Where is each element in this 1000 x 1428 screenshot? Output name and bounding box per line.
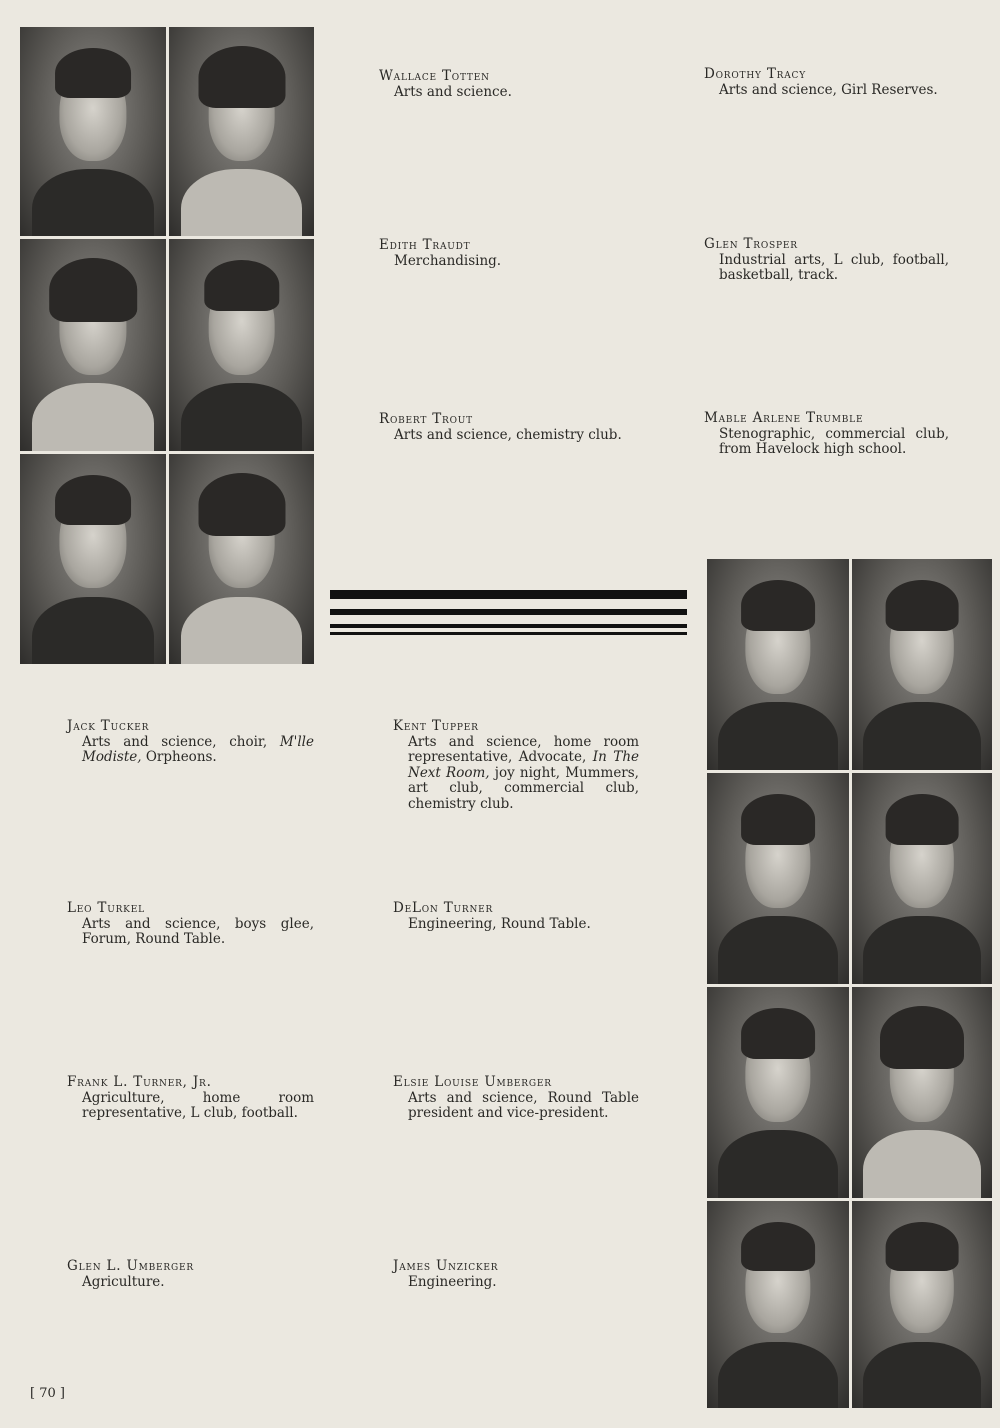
entry-traudt bbox=[379, 238, 669, 269]
portrait-fturner bbox=[707, 987, 849, 1198]
entry-dturner bbox=[393, 901, 639, 932]
entry-totten bbox=[379, 69, 669, 100]
student-name: Kent Tupper bbox=[393, 718, 479, 734]
student-activities: Stenographic, commercial club, from Havelock high school. bbox=[719, 425, 949, 457]
entry-fturner bbox=[67, 1075, 314, 1122]
student-name: Glen Trosper bbox=[704, 236, 798, 252]
divider-rule-hairline bbox=[330, 632, 687, 635]
portrait-trosper bbox=[169, 239, 314, 451]
entry-tucker bbox=[67, 719, 314, 766]
student-activities: Arts and science, chemistry club. bbox=[394, 426, 622, 443]
student-name: Jack Tucker bbox=[67, 718, 150, 734]
student-activities: Arts and science, Round Table president and vice-president. bbox=[408, 1089, 639, 1121]
portrait-turkel bbox=[707, 773, 849, 984]
portrait-gumberger bbox=[707, 1201, 849, 1408]
entry-trosper bbox=[704, 237, 949, 284]
portrait-tracy bbox=[169, 27, 314, 236]
entry-tupper bbox=[393, 719, 639, 812]
entry-trumble bbox=[704, 411, 949, 458]
student-activities: Industrial arts, L club, football, basketball, track. bbox=[719, 251, 949, 283]
student-name: Wallace Totten bbox=[379, 68, 490, 84]
portrait-dturner bbox=[852, 773, 992, 984]
student-name: Robert Trout bbox=[379, 411, 473, 427]
page-number: [ 70 ] bbox=[30, 1386, 65, 1401]
divider-rule-thin bbox=[330, 624, 687, 628]
student-activities: Agriculture, home room representative, L club, football. bbox=[82, 1089, 314, 1121]
entry-eumberger bbox=[393, 1075, 639, 1122]
entry-unzicker bbox=[393, 1259, 639, 1290]
divider-rule-medium bbox=[330, 609, 687, 615]
portrait-tucker bbox=[707, 559, 849, 770]
portrait-eumberger bbox=[852, 987, 992, 1198]
portrait-tupper bbox=[852, 559, 992, 770]
student-name: Mable Arlene Trumble bbox=[704, 410, 864, 426]
student-activities: Engineering. bbox=[408, 1273, 497, 1290]
divider-rule-thick bbox=[330, 590, 687, 599]
student-name: James Unzicker bbox=[393, 1258, 499, 1274]
portrait-traudt bbox=[20, 239, 166, 451]
student-activities: Merchandising. bbox=[394, 252, 502, 269]
student-activities: Arts and science, Girl Reserves. bbox=[719, 81, 938, 98]
student-name: Frank L. Turner, Jr. bbox=[67, 1074, 212, 1090]
student-activities: Arts and science, boys glee, Forum, Round Table. bbox=[82, 915, 314, 947]
entry-gumberger bbox=[67, 1259, 314, 1290]
student-name: Elsie Louise Umberger bbox=[393, 1074, 552, 1090]
student-activities: Arts and science, choir, M'lle Modiste, Orpheons. bbox=[82, 733, 314, 765]
student-name: DeLon Turner bbox=[393, 900, 494, 916]
student-name: Glen L. Umberger bbox=[67, 1258, 194, 1274]
portrait-trout bbox=[20, 454, 166, 664]
student-activities: Arts and science. bbox=[394, 83, 512, 100]
student-name: Leo Turkel bbox=[67, 900, 145, 916]
entry-turkel bbox=[67, 901, 314, 948]
student-activities: Engineering, Round Table. bbox=[408, 915, 591, 932]
portrait-totten bbox=[20, 27, 166, 236]
student-activities: Agriculture. bbox=[82, 1273, 165, 1290]
student-name: Dorothy Tracy bbox=[704, 66, 806, 82]
entry-tracy bbox=[704, 67, 949, 98]
portrait-trumble bbox=[169, 454, 314, 664]
student-name: Edith Traudt bbox=[379, 237, 471, 253]
student-activities: Arts and science, home room representative, Advocate, In The Next Room, joy night, Mummers, art club, commercial club, chemistry club. bbox=[408, 733, 639, 812]
entry-trout bbox=[379, 412, 669, 443]
portrait-unzicker bbox=[852, 1201, 992, 1408]
